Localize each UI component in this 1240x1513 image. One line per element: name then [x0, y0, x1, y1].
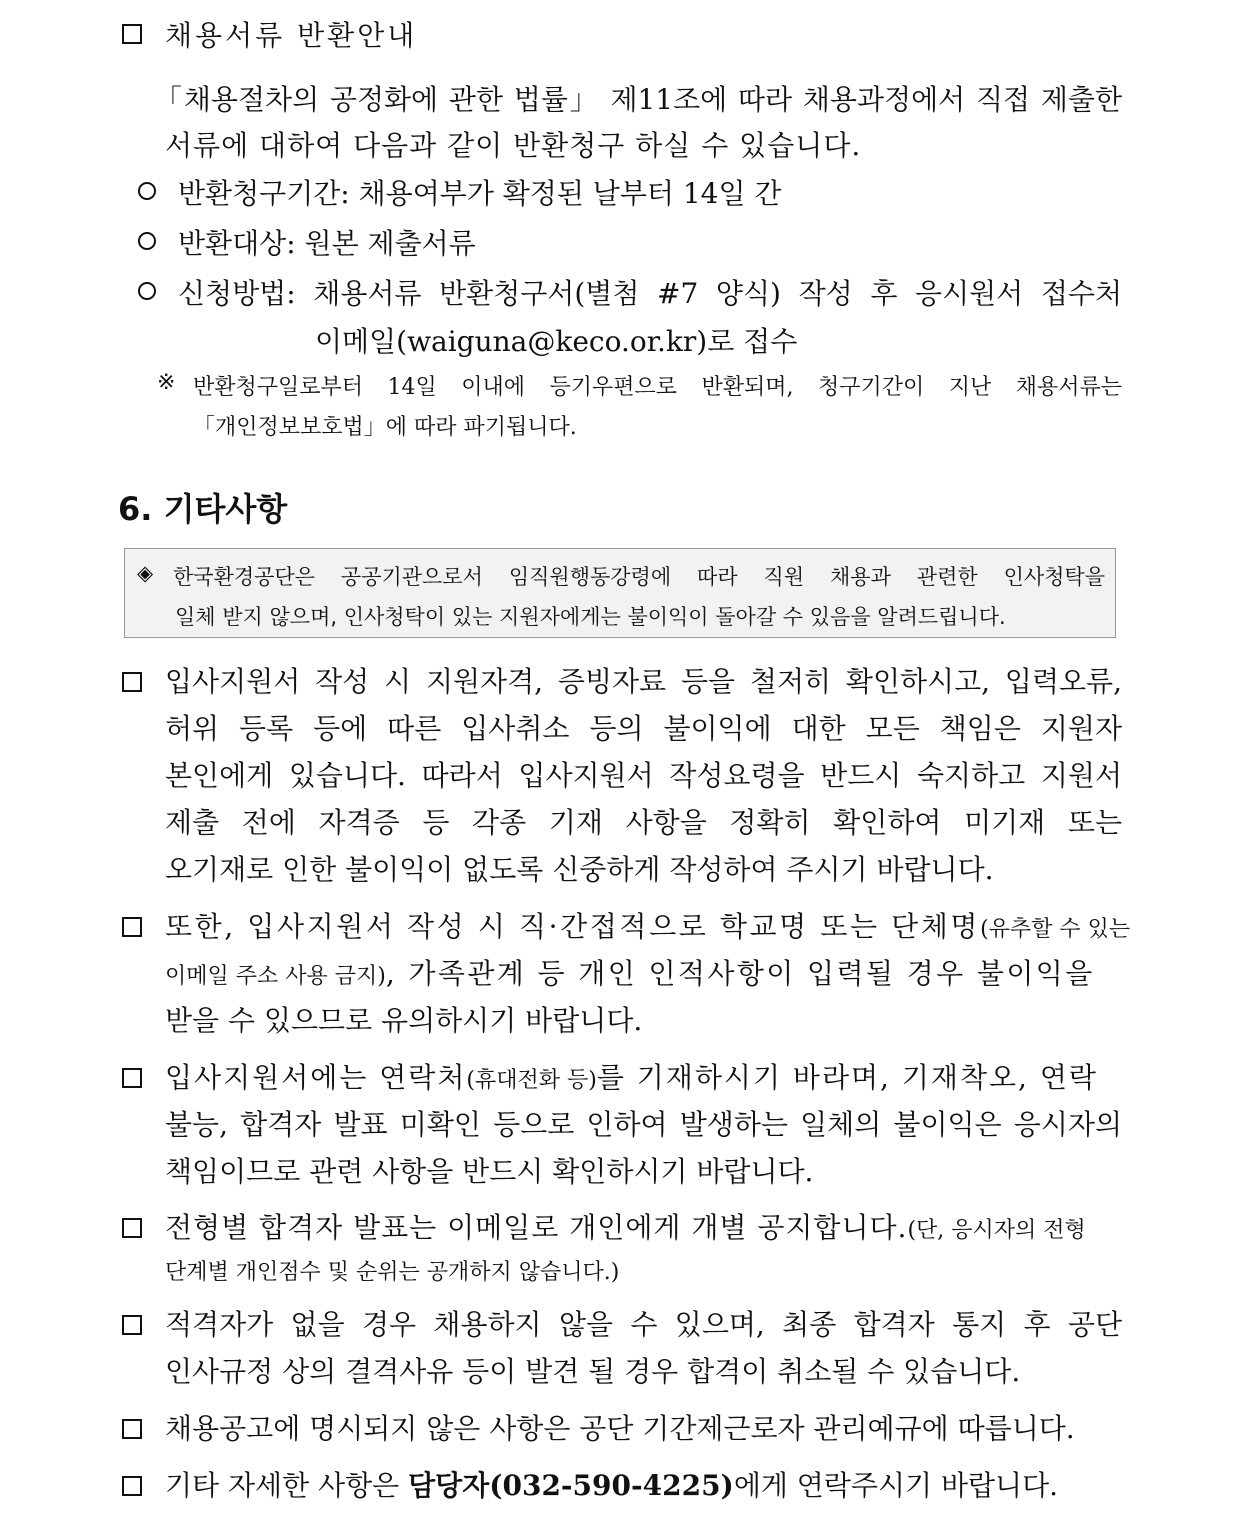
p2-line2 — [165, 952, 1095, 992]
p2-line3: 받을 수 있으므로 유의하시기 바랍니다. — [165, 1004, 643, 1037]
p2-line2-main: , 가족관계 등 개인 인적사항이 입력될 경우 불이익을 — [385, 957, 1095, 990]
p3-line1 — [165, 1056, 1098, 1096]
return-note-line2: 「개인정보보호법」에 따라 파기됩니다. — [193, 415, 577, 440]
p5-line1 — [165, 1303, 1122, 1343]
return-note-line1 — [193, 370, 1122, 401]
p3-line2-text: 불능, 합격자 발표 미확인 등으로 인하여 발생하는 일체의 불이익은 응시자의 — [165, 1108, 1122, 1141]
checkbox-square-icon — [122, 1476, 142, 1496]
notice-line1-text: 한국환경공단은 공공기관으로서 임직원행동강령에 따라 직원 채용과 관련한 인사청탁을 — [173, 565, 1105, 589]
section-heading: 6. 기타사항 — [118, 490, 288, 528]
return-item-method-cont: 이메일(waiguna@keco.or.kr)로 접수 — [315, 325, 798, 358]
p2-line1-main: 또한, 입사지원서 작성 시 직·간접적으로 학교명 또는 단체명 — [165, 910, 981, 943]
p3-line3: 책임이므로 관련 사항을 반드시 확인하시기 바랍니다. — [165, 1155, 814, 1188]
paragraph-application-check — [165, 660, 1122, 848]
circle-bullet-icon — [138, 182, 156, 200]
checkbox-square-icon — [122, 672, 142, 692]
p7-text-c: 에게 연락주시기 바랍니다. — [733, 1469, 1059, 1502]
p7-line — [165, 1464, 1058, 1504]
p1-line: 허위 등록 등에 따른 입사취소 등의 불이익에 대한 모든 책임은 지원자 — [165, 712, 1122, 745]
notice-box — [124, 548, 1116, 638]
notice-line1 — [173, 561, 1105, 591]
p5-line2: 인사규정 상의 결격사유 등이 발견 될 경우 합격이 취소될 수 있습니다. — [165, 1355, 1021, 1388]
p3-line1-rest: 를 기재하시기 바라며, 기재착오, 연락 — [596, 1061, 1098, 1094]
circle-bullet-icon — [138, 232, 156, 250]
p4-line1-small: (단, 응시자의 전형 — [907, 1218, 1086, 1243]
return-item-target: 반환대상: 원본 제출서류 — [178, 227, 476, 260]
circle-bullet-icon — [138, 282, 156, 300]
p1-last-line: 오기재로 인한 불이익이 없도록 신중하게 작성하여 주시기 바랍니다. — [165, 853, 994, 886]
p4-line1 — [165, 1206, 1086, 1246]
p1-line: 제출 전에 자격증 등 각종 기재 사항을 정확히 확인하여 미기재 또는 — [165, 806, 1122, 839]
return-note-line1-text: 반환청구일로부터 14일 이내에 등기우편으로 반환되며, 청구기간이 지난 채용서류는 — [193, 375, 1122, 400]
checkbox-square-icon — [122, 1315, 142, 1335]
contact-phone: 담당자(032-590-4225) — [408, 1469, 734, 1502]
return-item-period: 반환청구기간: 채용여부가 확정된 날부터 14일 간 — [178, 177, 782, 210]
p4-line1-main: 전형별 합격자 발표는 이메일로 개인에게 개별 공지합니다. — [165, 1211, 908, 1244]
checkbox-square-icon — [122, 1218, 142, 1238]
p5-line1-text: 적격자가 없을 경우 채용하지 않을 수 있으며, 최종 합격자 통지 후 공단 — [165, 1308, 1122, 1341]
return-intro-line1 — [154, 78, 1122, 118]
p1-line: 본인에게 있습니다. 따라서 입사지원서 작성요령을 반드시 숙지하고 지원서 — [165, 759, 1122, 792]
note-mark: ※ — [157, 370, 176, 395]
p3-line1-small: (휴대전화 등) — [466, 1068, 597, 1093]
p6-line: 채용공고에 명시되지 않은 사항은 공단 기간제근로자 관리예규에 따릅니다. — [165, 1412, 1075, 1445]
p1-line: 입사지원서 작성 시 지원자격, 증빙자료 등을 철저히 확인하시고, 입력오류, — [165, 665, 1122, 698]
checkbox-square-icon — [122, 1068, 142, 1088]
return-section-title: 채용서류 반환안내 — [165, 19, 418, 52]
checkbox-square-icon — [122, 917, 142, 937]
notice-line2: 일체 받지 않으며, 인사청탁이 있는 지원자에게는 불이익이 돌아갈 수 있음을 알려드립니다. — [175, 605, 1006, 629]
return-item-method — [178, 272, 1122, 312]
p4-line2: 단계별 개인점수 및 순위는 공개하지 않습니다.) — [165, 1260, 620, 1285]
p2-line2-small: 이메일 주소 사용 금지) — [165, 964, 386, 989]
checkbox-square-icon — [122, 1419, 142, 1439]
return-item-method-text: 신청방법: 채용서류 반환청구서(별첨 #7 양식) 작성 후 응시원서 접수처 — [178, 277, 1122, 310]
diamond-bullet-icon: ◈ — [137, 561, 154, 585]
p3-line2 — [165, 1103, 1122, 1143]
p7-text-a: 기타 자세한 사항은 — [165, 1469, 409, 1502]
p3-line1-main: 입사지원서에는 연락처 — [165, 1061, 467, 1094]
return-intro-line1-text: 「채용절차의 공정화에 관한 법률」 제11조에 따라 채용과정에서 직접 제출한 — [154, 83, 1122, 116]
checkbox-square-icon — [122, 24, 142, 44]
p2-line1 — [165, 905, 1130, 945]
return-intro-line2: 서류에 대하여 다음과 같이 반환청구 하실 수 있습니다. — [165, 129, 862, 162]
p2-line1-small: (유추할 수 있는 — [980, 917, 1131, 942]
